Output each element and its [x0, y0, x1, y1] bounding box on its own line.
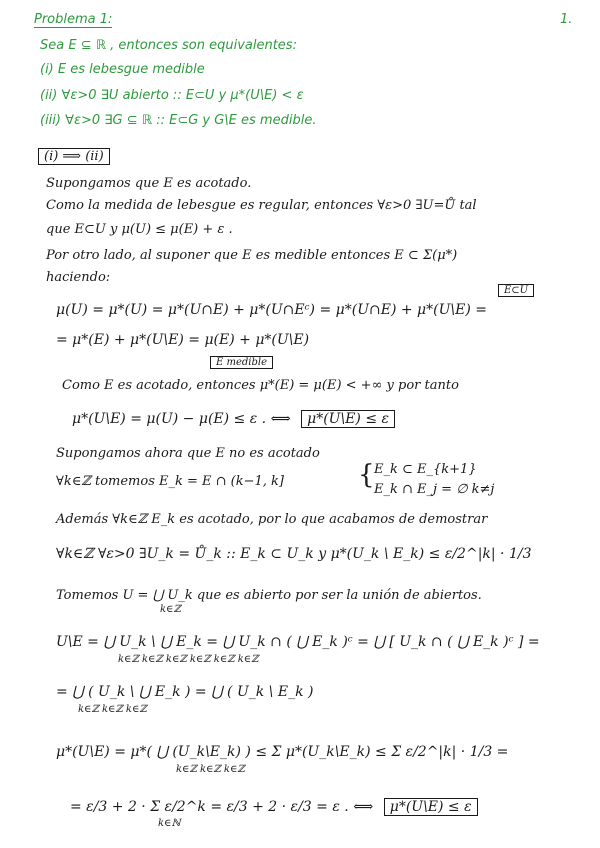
statement-line-3: (ii) ∀ε>0 ∃U abierto :: E⊂U y μ*(U\E) < ε — [40, 88, 304, 103]
body-line-8: ∀k∈ℤ tomemos E_k = E ∩ (k−1, k] — [56, 474, 284, 489]
math-line-6-subscripts: k∈ℤ k∈ℤ k∈ℤ — [78, 704, 147, 715]
statement-line-4: (iii) ∀ε>0 ∃G ⊆ ℝ :: E⊂G y G\E es medible. — [40, 113, 317, 128]
body-line-10: Tomemos U = ⋃ U_k que es abierto por ser la unión de abiertos. — [56, 588, 482, 603]
statement-line-1: Sea E ⊆ ℝ , entonces son equivalentes: — [40, 38, 297, 53]
result-box-bounded: μ*(U\E) ≤ ε — [301, 410, 395, 428]
body-line-6: Como E es acotado, entonces μ*(E) = μ(E) < +∞ y por tanto — [62, 378, 459, 393]
body-line-1: Supongamos que E es acotado. — [46, 176, 252, 191]
body-line-10-subscript: k∈ℤ — [160, 604, 181, 615]
annotation-measurable-box: E medible — [210, 356, 273, 369]
problem-title — [34, 12, 112, 27]
result-box-final: μ*(U\E) ≤ ε — [384, 798, 478, 816]
body-line-2: Como la medida de lebesgue es regular, entonces ∀ε>0 ∃U=Ů tal — [46, 198, 477, 213]
annotation-measurable — [210, 356, 273, 369]
body-line-9: Además ∀k∈ℤ E_k es acotado, por lo que acabamos de demostrar — [56, 512, 488, 527]
math-line-8-subscript: k∈ℕ — [158, 818, 181, 829]
math-line-8 — [70, 798, 478, 816]
math-line-5-subscripts: k∈ℤ k∈ℤ k∈ℤ k∈ℤ k∈ℤ k∈ℤ — [118, 654, 259, 665]
section-heading-box: (i) ⟹ (ii) — [38, 148, 110, 165]
math-line-3 — [72, 410, 395, 428]
math-line-7-subscripts: k∈ℤ k∈ℤ k∈ℤ — [176, 764, 245, 775]
statement-line-2: (i) E es lebesgue medible — [40, 62, 205, 77]
math-line-6: = ⋃ ( U_k \ ⋃ E_k ) = ⋃ ( U_k \ E_k ) — [56, 684, 314, 700]
math-line-3-text: μ*(U\E) = μ(U) − μ(E) ≤ ε . ⟺ — [72, 411, 291, 427]
page-number: 1. — [560, 12, 573, 27]
annotation-subset-box: E⊂U — [498, 284, 534, 297]
math-line-2: = μ*(E) + μ*(U\E) = μ(E) + μ*(U\E) — [56, 332, 310, 348]
math-line-5: U\E = ⋃ U_k \ ⋃ E_k = ⋃ U_k ∩ ( ⋃ E_k )ᶜ = ⋃ [ U_k ∩ ( ⋃ E_k )ᶜ ] = — [56, 634, 540, 650]
brace-line-2: E_k ∩ E_j = ∅ k≠j — [374, 482, 495, 497]
math-line-4: ∀k∈ℤ ∀ε>0 ∃U_k = Ů_k :: E_k ⊂ U_k y μ*(U_k \ E_k) ≤ ε/2^|k| · 1/3 — [56, 546, 532, 562]
body-line-3: que E⊂U y μ(U) ≤ μ(E) + ε . — [46, 222, 233, 237]
problem-title-text: Problema 1: — [34, 12, 113, 27]
body-line-5: haciendo: — [46, 270, 111, 285]
math-line-7: μ*(U\E) = μ*( ⋃ (U_k\E_k) ) ≤ Σ μ*(U_k\E_k) ≤ Σ ε/2^|k| · 1/3 = — [56, 744, 509, 760]
brace-left: { — [358, 460, 375, 490]
math-line-1: μ(U) = μ*(U) = μ*(U∩E) + μ*(U∩Eᶜ) = μ*(U∩E) + μ*(U\E) = — [56, 302, 487, 318]
body-line-4: Por otro lado, al suponer que E es medible entonces E ⊂ Σ(μ*) — [46, 248, 458, 263]
section-heading — [38, 148, 110, 165]
math-line-8-text: = ε/3 + 2 · Σ ε/2^k = ε/3 + 2 · ε/3 = ε . ⟺ — [70, 799, 374, 815]
brace-line-1: E_k ⊂ E_{k+1} — [374, 462, 477, 477]
body-line-7: Supongamos ahora que E no es acotado — [56, 446, 320, 461]
annotation-subset — [498, 284, 534, 297]
